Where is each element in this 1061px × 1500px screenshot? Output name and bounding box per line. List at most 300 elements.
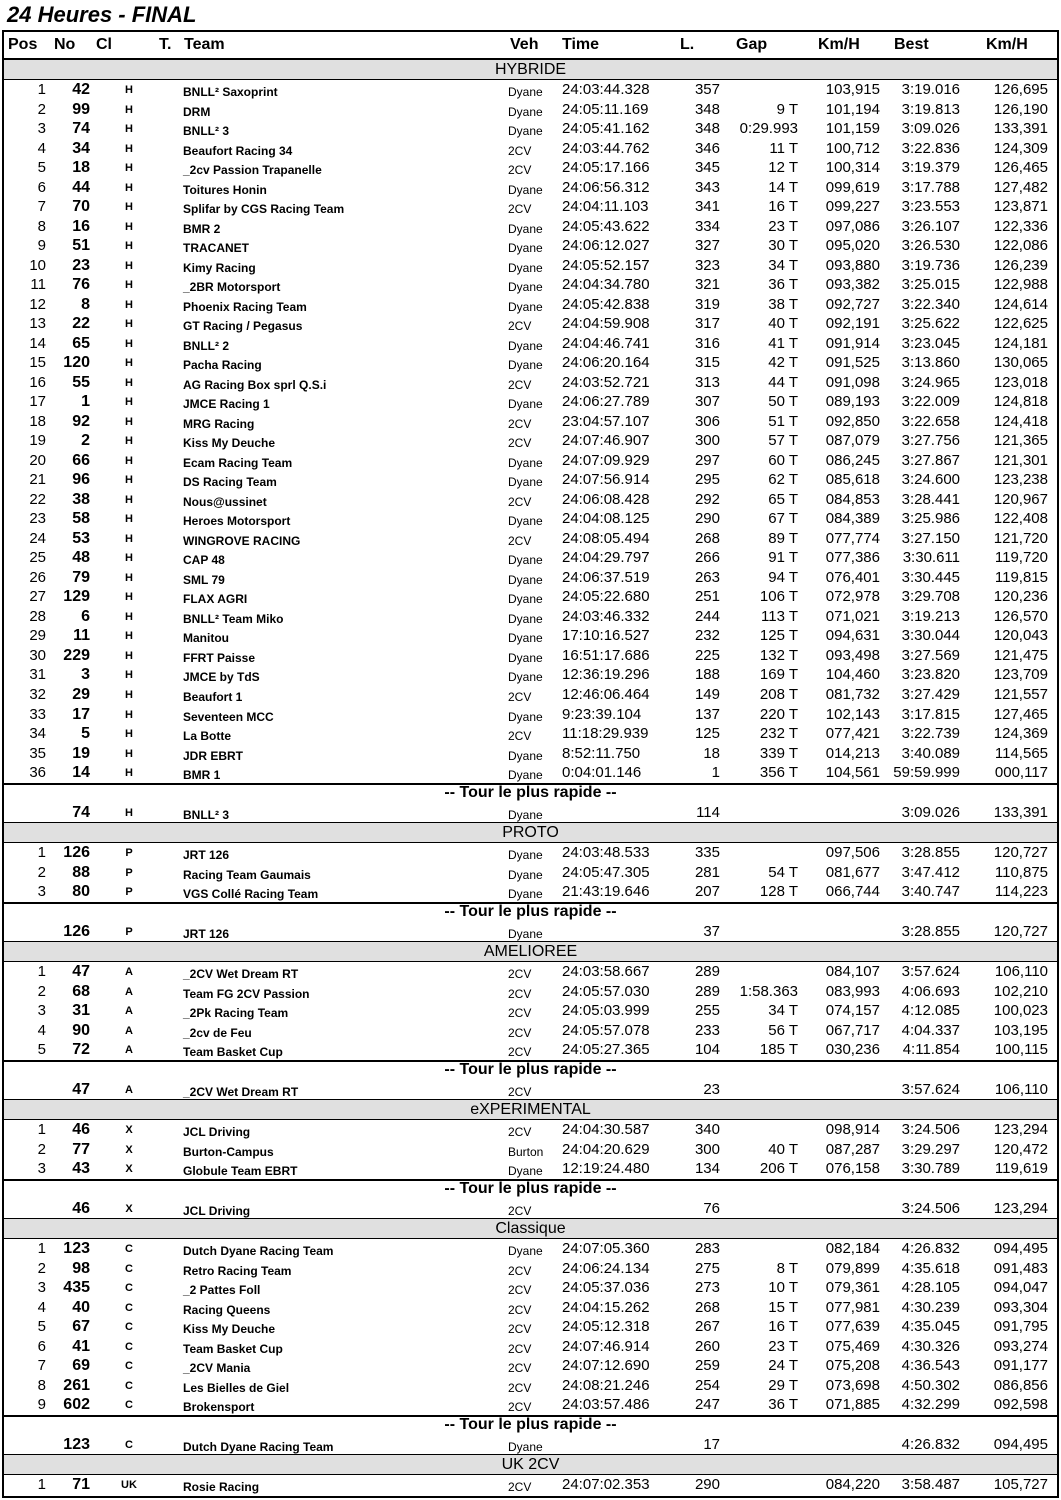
car-number-cell: 51 [72, 237, 90, 255]
avg-speed-cell: 091,914 [825, 334, 880, 352]
total-time-cell: 24:04:46.741 [562, 334, 650, 352]
header-best: Best [894, 36, 929, 53]
best-speed-cell: 119,815 [994, 568, 1048, 586]
total-time-cell: 24:06:37.519 [562, 568, 650, 586]
class-cell: X [125, 1202, 133, 1215]
vehicle-cell: Dyane [508, 221, 543, 236]
best-lap-cell: 3:30.044 [901, 627, 960, 645]
best-speed-cell: 110,875 [994, 863, 1048, 881]
team-name-cell: _2BR Motorsport [183, 280, 281, 295]
laps-cell: 316 [694, 334, 720, 352]
avg-speed-cell: 098,914 [825, 1121, 880, 1139]
laps-cell: 255 [694, 1002, 720, 1020]
class-cell: H [125, 376, 133, 389]
position-cell: 19 [29, 432, 46, 450]
best-lap-cell: 3:29.708 [901, 588, 960, 606]
class-cell: P [125, 847, 133, 860]
best-speed-cell: 122,988 [993, 276, 1048, 294]
fastest-lap-row [4, 1199, 1057, 1220]
class-cell: C [125, 1340, 133, 1353]
table-row [4, 256, 1057, 276]
car-number-cell: 22 [72, 315, 90, 333]
laps-cell: 18 [703, 744, 720, 762]
avg-speed-cell: 104,460 [825, 666, 880, 684]
vehicle-cell: Dyane [508, 104, 543, 119]
avg-speed-cell: 093,382 [825, 276, 880, 294]
gap-cell: 16 T [768, 198, 798, 216]
best-lap-cell: 3:23.553 [901, 198, 960, 216]
gap-cell: 208 T [759, 685, 798, 703]
gap-cell: 94 T [768, 568, 798, 586]
best-speed-cell: 126,190 [993, 100, 1048, 118]
laps-cell: 345 [694, 159, 720, 177]
car-number-cell: 23 [72, 256, 90, 274]
car-number-cell: 31 [72, 1002, 90, 1020]
avg-speed-cell: 081,677 [825, 863, 880, 881]
vehicle-cell: Dyane [508, 611, 543, 626]
team-name-cell: BMR 2 [183, 221, 221, 236]
total-time-cell: 24:07:46.914 [562, 1337, 650, 1355]
best-lap-cell: 4:26.832 [901, 1435, 960, 1453]
total-time-cell: 24:06:08.428 [562, 490, 650, 508]
laps-cell: 341 [694, 198, 720, 216]
table-row [4, 119, 1057, 139]
avg-speed-cell: 075,469 [825, 1337, 880, 1355]
vehicle-cell: 2CV [508, 1045, 532, 1060]
laps-cell: 348 [694, 100, 720, 118]
header-gap: Gap [736, 36, 768, 53]
team-name-cell: BNLL² 3 [183, 124, 229, 139]
team-name-cell: _2cv Passion Trapanelle [183, 163, 322, 178]
total-time-cell: 24:04:29.797 [562, 549, 650, 567]
best-speed-cell: 123,294 [993, 1199, 1048, 1217]
car-number-cell: 80 [72, 883, 90, 901]
laps-cell: 290 [694, 1476, 720, 1494]
class-cell: A [125, 1044, 133, 1057]
class-cell: A [125, 1083, 133, 1096]
class-cell: H [125, 201, 133, 214]
total-time-cell: 24:03:58.667 [562, 963, 650, 981]
class-cell: C [125, 1379, 133, 1392]
class-cell: C [125, 1321, 133, 1334]
class-cell: H [125, 279, 133, 292]
total-time-cell: 24:03:44.328 [562, 81, 650, 98]
best-lap-cell: 4:35.045 [901, 1318, 960, 1336]
header-cl: Cl [96, 36, 112, 53]
team-name-cell: La Botte [183, 729, 231, 744]
table-row [4, 158, 1057, 178]
avg-speed-cell: 084,389 [825, 510, 880, 528]
table-row [4, 275, 1057, 295]
gap-cell: 220 T [759, 705, 798, 723]
best-speed-cell: 122,625 [993, 315, 1048, 333]
best-speed-cell: 121,365 [993, 432, 1048, 450]
team-name-cell: BNLL² 3 [183, 807, 229, 822]
table-body [4, 60, 1057, 1495]
vehicle-cell: 2CV [508, 1084, 532, 1099]
fastest-lap-label-text: -- Tour le plus rapide -- [444, 1179, 617, 1197]
gap-cell: 29 T [768, 1376, 798, 1394]
best-lap-cell: 3:13.860 [901, 354, 960, 372]
position-cell: 7 [37, 198, 46, 216]
team-name-cell: TRACANET [183, 241, 249, 256]
avg-speed-cell: 093,498 [825, 646, 880, 664]
table-row [4, 178, 1057, 198]
position-cell: 1 [37, 1240, 46, 1258]
class-cell: H [125, 532, 133, 545]
team-name-cell: Kiss My Deuche [183, 1322, 276, 1337]
laps-cell: 251 [694, 588, 720, 606]
vehicle-cell: 2CV [508, 416, 532, 431]
best-lap-cell: 3:25.986 [901, 510, 960, 528]
vehicle-cell: Dyane [508, 670, 543, 685]
fastest-lap-row [4, 922, 1057, 943]
total-time-cell: 24:07:12.690 [562, 1357, 650, 1375]
avg-speed-cell: 085,618 [825, 471, 880, 489]
class-cell: X [125, 1143, 133, 1156]
class-cell: C [125, 1262, 133, 1275]
best-lap-cell: 3:27.429 [901, 685, 960, 703]
vehicle-cell: 2CV [508, 533, 532, 548]
best-lap-cell: 3:58.487 [901, 1476, 960, 1494]
table-row [4, 1120, 1057, 1140]
team-name-cell: JRT 126 [183, 848, 230, 863]
team-name-cell: Phoenix Racing Team [183, 299, 307, 314]
table-row [4, 217, 1057, 237]
avg-speed-cell: 087,287 [825, 1140, 880, 1158]
team-name-cell: Seventeen MCC [183, 709, 274, 724]
class-cell: H [125, 630, 133, 643]
team-name-cell: BMR 1 [183, 768, 221, 783]
best-speed-cell: 093,304 [993, 1298, 1048, 1316]
position-cell: 1 [37, 963, 46, 981]
avg-speed-cell: 089,193 [825, 393, 880, 411]
laps-cell: 268 [694, 1298, 720, 1316]
table-row [4, 1395, 1057, 1415]
car-number-cell: 261 [63, 1376, 90, 1394]
avg-speed-cell: 084,220 [825, 1476, 880, 1494]
class-cell: H [125, 728, 133, 741]
vehicle-cell: Dyane [508, 182, 543, 197]
gap-cell: 128 T [759, 883, 798, 901]
best-lap-cell: 3:30.789 [901, 1160, 960, 1178]
class-cell: H [125, 298, 133, 311]
best-speed-cell: 094,495 [993, 1240, 1048, 1258]
vehicle-cell: Dyane [508, 85, 543, 99]
best-speed-cell: 120,043 [993, 627, 1048, 645]
team-name-cell: AG Racing Box sprl Q.S.i [183, 377, 327, 392]
position-cell: 26 [29, 568, 46, 586]
car-number-cell: 17 [72, 705, 90, 723]
team-name-cell: WINGROVE RACING [183, 533, 301, 548]
laps-cell: 1 [711, 764, 720, 782]
laps-cell: 268 [694, 529, 720, 547]
car-number-cell: 98 [72, 1259, 90, 1277]
team-name-cell: JRT 126 [183, 926, 230, 941]
header-veh: Veh [510, 36, 539, 53]
position-cell: 18 [29, 412, 46, 430]
vehicle-cell: 2CV [508, 163, 532, 178]
position-cell: 2 [37, 982, 46, 1000]
car-number-cell: 67 [72, 1318, 90, 1336]
car-number-cell: 77 [72, 1140, 90, 1158]
best-lap-cell: 3:24.600 [901, 471, 960, 489]
avg-speed-cell: 076,158 [825, 1160, 880, 1178]
best-lap-cell: 4:30.326 [901, 1337, 960, 1355]
position-cell: 35 [29, 744, 46, 762]
gap-cell: 8 T [776, 1259, 798, 1277]
best-speed-cell: 106,110 [994, 963, 1048, 981]
laps-cell: 23 [703, 1080, 720, 1098]
best-lap-cell: 4:28.105 [901, 1279, 960, 1297]
car-number-cell: 18 [72, 159, 90, 177]
position-cell: 36 [29, 764, 46, 782]
best-lap-cell: 4:11.854 [902, 1041, 960, 1059]
vehicle-cell: 2CV [508, 494, 532, 509]
total-time-cell: 24:05:12.318 [562, 1318, 650, 1336]
total-time-cell: 24:05:37.036 [562, 1279, 650, 1297]
best-lap-cell: 3:57.624 [901, 1080, 960, 1098]
best-speed-cell: 086,856 [993, 1376, 1048, 1394]
gap-cell: 36 T [768, 276, 798, 294]
position-cell: 13 [29, 315, 46, 333]
total-time-cell: 24:05:47.305 [562, 863, 650, 881]
best-lap-cell: 4:06.693 [901, 982, 960, 1000]
gap-cell: 169 T [759, 666, 798, 684]
laps-cell: 260 [694, 1337, 720, 1355]
laps-cell: 273 [694, 1279, 720, 1297]
class-cell: H [125, 318, 133, 331]
class-cell: P [125, 886, 133, 899]
class-cell: H [125, 708, 133, 721]
best-speed-cell: 127,465 [993, 705, 1048, 723]
best-speed-cell: 093,274 [993, 1337, 1048, 1355]
total-time-cell: 24:05:41.162 [562, 120, 650, 138]
class-cell: P [125, 925, 133, 938]
gap-cell: 113 T [761, 607, 798, 625]
position-cell: 14 [29, 334, 46, 352]
laps-cell: 267 [694, 1318, 720, 1336]
team-name-cell: Team FG 2CV Passion [183, 986, 310, 1001]
best-speed-cell: 123,238 [993, 471, 1048, 489]
avg-speed-cell: 077,981 [825, 1298, 880, 1316]
best-speed-cell: 120,472 [993, 1140, 1048, 1158]
class-cell: H [125, 513, 133, 526]
gap-cell: 0:29.993 [739, 120, 798, 138]
laps-cell: 297 [694, 451, 720, 469]
car-number-cell: 602 [63, 1396, 90, 1414]
car-number-cell: 16 [72, 217, 90, 235]
avg-speed-cell: 067,717 [825, 1021, 880, 1039]
class-cell: H [125, 747, 133, 760]
total-time-cell: 24:07:05.360 [562, 1240, 650, 1258]
section-header: PROTO [4, 823, 1057, 843]
gap-cell: 54 T [768, 863, 798, 881]
laps-cell: 319 [694, 295, 720, 313]
gap-cell: 232 T [759, 725, 798, 743]
vehicle-cell: Dyane [508, 1244, 543, 1259]
laps-cell: 340 [694, 1121, 720, 1139]
avg-speed-cell: 083,993 [825, 982, 880, 1000]
car-number-cell: 55 [72, 373, 90, 391]
position-cell: 15 [29, 354, 46, 372]
avg-speed-cell: 072,978 [825, 588, 880, 606]
laps-cell: 281 [694, 863, 720, 881]
vehicle-cell: 2CV [508, 967, 532, 982]
team-name-cell: Brokensport [183, 1400, 255, 1415]
car-number-cell: 92 [72, 412, 90, 430]
total-time-cell: 24:05:11.169 [562, 100, 649, 118]
vehicle-cell: Dyane [508, 572, 543, 587]
team-name-cell: DS Racing Team [183, 475, 277, 490]
best-lap-cell: 3:27.867 [901, 451, 960, 469]
gap-cell: 24 T [768, 1357, 798, 1375]
laps-cell: 244 [694, 607, 720, 625]
position-cell: 9 [37, 1396, 46, 1414]
section-header: eXPERIMENTAL [4, 1100, 1057, 1120]
team-name-cell: Racing Team Gaumais [183, 867, 311, 882]
header-time: Time [562, 36, 600, 53]
class-cell: H [125, 571, 133, 584]
best-speed-cell: 124,818 [993, 393, 1048, 411]
position-cell: 3 [37, 1160, 46, 1178]
team-name-cell: Kimy Racing [183, 260, 256, 275]
vehicle-cell: 2CV [508, 1400, 532, 1415]
class-cell: A [125, 1005, 133, 1018]
team-name-cell: Burton-Campus [183, 1144, 274, 1159]
avg-speed-cell: 099,619 [825, 178, 880, 196]
vehicle-cell: 2CV [508, 319, 532, 334]
total-time-cell: 8:52:11.750 [562, 744, 641, 762]
class-cell: H [125, 552, 133, 565]
avg-speed-cell: 092,727 [825, 295, 880, 313]
best-lap-cell: 4:36.543 [901, 1357, 960, 1375]
laps-cell: 76 [703, 1199, 720, 1217]
position-cell: 8 [37, 217, 46, 235]
table-row [4, 1239, 1057, 1259]
car-number-cell: 1 [81, 393, 90, 411]
position-cell: 16 [29, 373, 46, 391]
best-speed-cell: 122,086 [993, 237, 1048, 255]
position-cell: 17 [29, 393, 46, 411]
section-header: AMELIOREE [4, 942, 1057, 962]
vehicle-cell: 2CV [508, 436, 532, 451]
gap-cell: 60 T [768, 451, 798, 469]
best-speed-cell: 123,294 [993, 1121, 1048, 1139]
page-title: 24 Heures - FINAL [7, 2, 197, 27]
car-number-cell: 123 [63, 1435, 90, 1453]
table-row [4, 353, 1057, 373]
best-lap-cell: 4:04.337 [901, 1021, 960, 1039]
laps-cell: 307 [694, 393, 720, 411]
gap-cell: 14 T [768, 178, 798, 196]
total-time-cell: 24:05:52.157 [562, 256, 650, 274]
car-number-cell: 38 [72, 490, 90, 508]
avg-speed-cell: 094,631 [825, 627, 880, 645]
avg-speed-cell: 095,020 [825, 237, 880, 255]
position-cell: 11 [30, 276, 46, 294]
team-name-cell: Manitou [183, 631, 229, 646]
avg-speed-cell: 014,213 [825, 744, 880, 762]
class-cell: H [125, 396, 133, 409]
position-cell: 4 [37, 1021, 46, 1039]
position-cell: 1 [37, 1476, 46, 1494]
best-lap-cell: 3:26.107 [901, 217, 960, 235]
best-lap-cell: 3:22.739 [901, 725, 960, 743]
best-speed-cell: 092,598 [993, 1396, 1048, 1414]
gap-cell: 132 T [759, 646, 798, 664]
best-speed-cell: 123,871 [993, 198, 1048, 216]
vehicle-cell: Dyane [508, 867, 543, 882]
table-row [4, 982, 1057, 1002]
team-name-cell: _2CV Mania [183, 1361, 251, 1376]
laps-cell: 233 [694, 1021, 720, 1039]
gap-cell: 23 T [768, 217, 798, 235]
position-cell: 22 [29, 490, 46, 508]
car-number-cell: 2 [81, 432, 90, 450]
total-time-cell: 16:51:17.686 [562, 646, 650, 664]
fastest-lap-label-text: -- Tour le plus rapide -- [444, 902, 617, 920]
car-number-cell: 74 [72, 120, 90, 138]
total-time-cell: 24:08:21.246 [562, 1376, 650, 1394]
position-cell: 5 [37, 159, 46, 177]
header-pos: Pos [8, 36, 38, 53]
gap-cell: 23 T [768, 1337, 798, 1355]
avg-speed-cell: 084,107 [825, 963, 880, 981]
total-time-cell: 24:05:27.365 [562, 1041, 650, 1059]
table-row [4, 724, 1057, 744]
vehicle-cell: 2CV [508, 1302, 532, 1317]
laps-cell: 207 [694, 883, 720, 901]
car-number-cell: 90 [72, 1021, 90, 1039]
position-cell: 2 [37, 1259, 46, 1277]
table-row [4, 373, 1057, 393]
laps-cell: 346 [694, 139, 720, 157]
best-speed-cell: 091,483 [993, 1259, 1048, 1277]
gap-cell: 67 T [768, 510, 798, 528]
avg-speed-cell: 079,899 [825, 1259, 880, 1277]
gap-cell: 62 T [768, 471, 798, 489]
position-cell: 3 [37, 1002, 46, 1020]
best-lap-cell: 3:09.026 [901, 803, 960, 821]
laps-cell: 313 [694, 373, 720, 391]
car-number-cell: 48 [72, 549, 90, 567]
fastest-lap-label-text: -- Tour le plus rapide -- [444, 783, 617, 801]
team-name-cell: MRG Racing [183, 416, 255, 431]
gap-cell: 206 T [759, 1160, 798, 1178]
car-number-cell: 99 [72, 100, 90, 118]
team-name-cell: Team Basket Cup [183, 1341, 283, 1356]
class-cell: C [125, 1399, 133, 1412]
best-lap-cell: 3:25.622 [901, 315, 960, 333]
best-speed-cell: 100,023 [993, 1002, 1048, 1020]
position-cell: 1 [37, 81, 46, 98]
position-cell: 28 [29, 607, 46, 625]
laps-cell: 137 [694, 705, 720, 723]
laps-cell: 335 [694, 844, 720, 862]
total-time-cell: 24:07:56.914 [562, 471, 650, 489]
section-header: UK 2CV [4, 1455, 1057, 1475]
best-speed-cell: 130,065 [993, 354, 1048, 372]
table-row [4, 509, 1057, 529]
best-speed-cell: 122,336 [993, 217, 1048, 235]
gap-cell: 51 T [768, 412, 798, 430]
gap-cell: 16 T [768, 1318, 798, 1336]
total-time-cell: 24:04:20.629 [562, 1140, 650, 1158]
total-time-cell: 24:06:24.134 [562, 1259, 650, 1277]
total-time-cell: 11:18:29.939 [562, 725, 649, 743]
avg-speed-cell: 093,880 [825, 256, 880, 274]
